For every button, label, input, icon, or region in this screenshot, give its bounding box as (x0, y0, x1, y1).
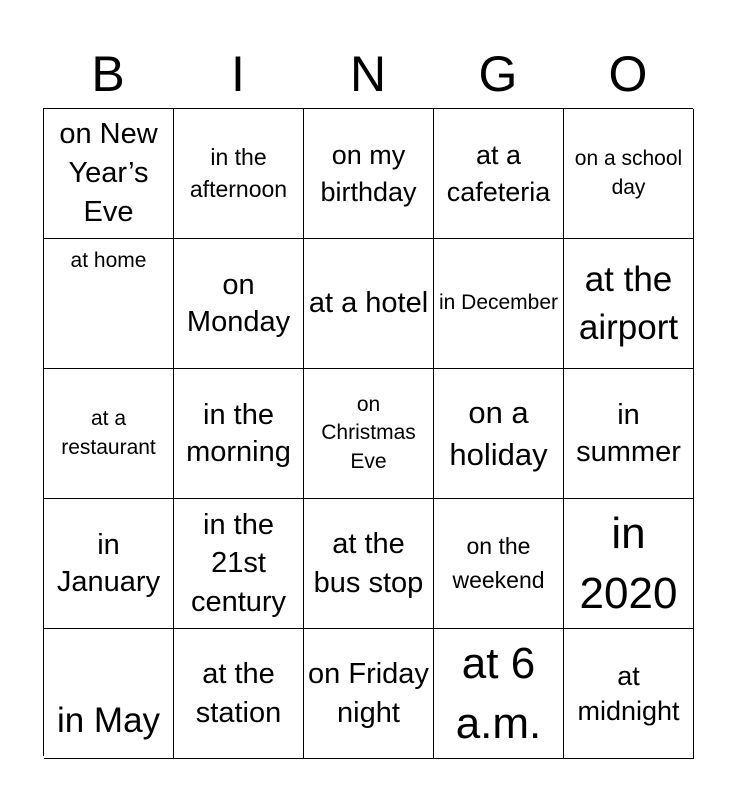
header-letter-i: I (231, 46, 245, 102)
bingo-cell[interactable] (174, 369, 304, 499)
bingo-cell[interactable] (564, 239, 694, 369)
bingo-cell-text: at midnight (577, 661, 680, 726)
bingo-cell-text: at 6 a.m. (455, 639, 542, 748)
bingo-cell[interactable] (44, 109, 174, 239)
header-letter-g: G (478, 46, 518, 102)
bingo-cell-text: at the airport (578, 260, 679, 347)
bingo-cell[interactable] (564, 629, 694, 759)
bingo-cell[interactable] (44, 499, 174, 629)
bingo-cell-text: on Monday (186, 268, 291, 338)
bingo-cell-text: on a holiday (449, 394, 548, 472)
bingo-cell-text: in the 21st century (190, 508, 287, 618)
bingo-cell[interactable] (304, 499, 434, 629)
header-letter-n: N (349, 46, 387, 102)
bingo-cell-text: on the weekend (452, 533, 545, 593)
bingo-cell[interactable] (434, 499, 564, 629)
header-letter-o: O (608, 46, 648, 102)
bingo-cell[interactable] (174, 629, 304, 759)
bingo-cell[interactable] (174, 499, 304, 629)
bingo-cell[interactable] (434, 629, 564, 759)
bingo-cell-text: on my birthday (320, 140, 417, 207)
bingo-cell[interactable] (564, 369, 694, 499)
bingo-cell-text: in summer (576, 398, 681, 468)
bingo-cell-text: in May (56, 700, 161, 740)
bingo-cell[interactable] (434, 239, 564, 369)
bingo-cell[interactable] (434, 369, 564, 499)
bingo-cell[interactable] (564, 109, 694, 239)
bingo-cell[interactable] (434, 109, 564, 239)
bingo-cell-text: in 2020 (579, 509, 678, 618)
bingo-cell-text: on Friday night (308, 657, 429, 729)
bingo-cell[interactable] (304, 369, 434, 499)
bingo-cell[interactable] (304, 239, 434, 369)
bingo-cell-text: at the bus stop (313, 527, 424, 599)
bingo-cell-text: at a cafeteria (446, 140, 551, 207)
bingo-cell-text: on New Year’s Eve (59, 117, 158, 229)
bingo-cell[interactable] (44, 629, 174, 759)
bingo-cell-text: at a hotel (308, 286, 429, 319)
bingo-cell[interactable] (174, 239, 304, 369)
bingo-cell[interactable] (174, 109, 304, 239)
bingo-cell-text: in the afternoon (189, 144, 288, 202)
bingo-cell-text: on Christmas Eve (321, 392, 416, 473)
bingo-header (43, 40, 693, 108)
bingo-cell[interactable] (304, 109, 434, 239)
bingo-cell[interactable] (44, 239, 174, 369)
bingo-cell[interactable] (44, 369, 174, 499)
bingo-cell[interactable] (304, 629, 434, 759)
header-letter-b: B (91, 46, 125, 102)
bingo-card (43, 108, 693, 756)
bingo-cell-text: on a school day (574, 147, 683, 199)
bingo-cell-text: at the station (195, 657, 282, 729)
bingo-cell-text: in the morning (186, 398, 291, 468)
bingo-cell-text: at a restaurant (61, 407, 156, 459)
bingo-cell-text: in January (56, 528, 161, 598)
bingo-cell-text: at home (70, 249, 147, 272)
bingo-cell-text: in December (438, 291, 559, 315)
bingo-cell[interactable] (564, 499, 694, 629)
